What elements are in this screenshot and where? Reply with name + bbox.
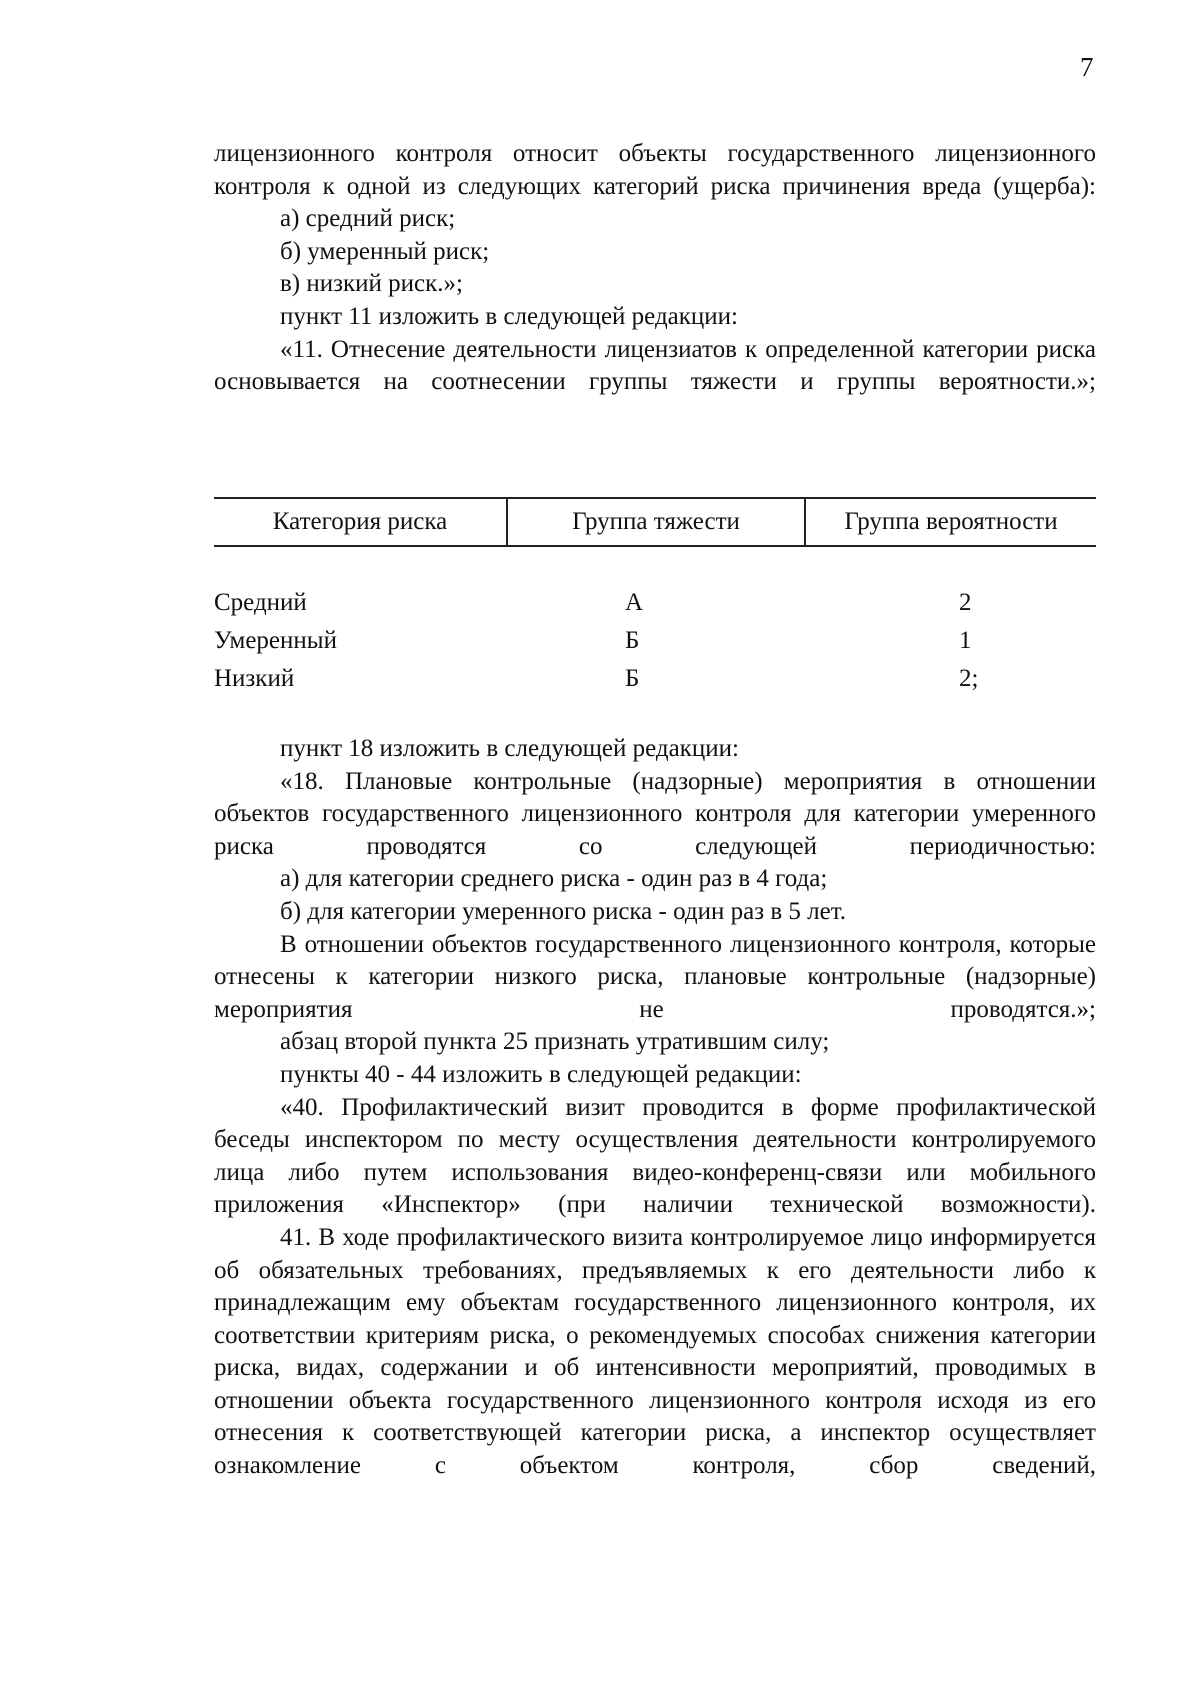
paragraph: лицензионного контроля относит объекты государственного лицензионного контроля к одной из следующих категорий риска причинения вреда (ущерба): (214, 140, 1096, 200)
paragraph: «11. Отнесение деятельности лицензиатов к определенной категории риска основывается на соотнесении группы тяжести и группы вероятности.»; (214, 335, 1096, 396)
risk-category-cell: Умеренный (214, 627, 337, 654)
risk-category-cell: Низкий (214, 665, 295, 692)
table-row (214, 546, 1096, 622)
list-item-low-risk: в) низкий риск.»; (280, 270, 463, 298)
paragraph: пункт 18 изложить в следующей редакции: (280, 735, 739, 762)
paragraph: пункты 40 - 44 изложить в следующей редакции: (280, 1060, 802, 1088)
header-probability-group: Группа вероятности (805, 498, 1096, 546)
header-risk-category: Категория риска (214, 498, 507, 546)
list-item: б) для категории умеренного риска - один раз в 5 лет. (280, 897, 847, 925)
paragraph: В отношении объектов государственного лицензионного контроля, которые отнесены к категории низкого риска, плановые контрольные (надзорные) мероприятия не проводятся.»; (214, 930, 1096, 1023)
list-item: а) для категории среднего риска - один раз в 4 года; (280, 865, 828, 893)
paragraph: абзац второй пункта 25 признать утратившим силу; (280, 1028, 830, 1056)
paragraph: «18. Плановые контрольные (надзорные) мероприятия в отношении объектов государственного лицензионного контроля для категории умеренного риска проводятся со следующей периодичностью: (214, 767, 1096, 860)
probability-cell: 2; (959, 665, 979, 692)
table-row (214, 622, 1096, 660)
page-number: 7 (1080, 52, 1094, 82)
probability-cell: 2 (959, 589, 972, 616)
header-severity-group: Группа тяжести (507, 498, 805, 546)
severity-cell: А (625, 589, 644, 616)
probability-cell: 1 (959, 627, 972, 654)
paragraph: «40. Профилактический визит проводится в форме профилактической беседы инспектором по месту осуществления деятельности контролируемого лица либо путем использования видео-конференц-связи или мобильного приложения «Инспектор» (при наличии технической возможности). (214, 1093, 1096, 1219)
table-header-row (214, 498, 1096, 546)
top-text-block (214, 138, 1096, 399)
list-item-medium-risk: а) средний риск; (280, 205, 456, 233)
list-item-moderate-risk: б) умеренный риск; (280, 237, 490, 265)
risk-category-cell: Средний (214, 589, 307, 616)
bottom-text-block (214, 733, 1096, 1483)
risk-category-table (214, 497, 1096, 698)
severity-cell: Б (625, 627, 640, 654)
severity-cell: Б (625, 665, 640, 692)
paragraph: пункт 11 изложить в следующей редакции: (280, 302, 738, 330)
table-row (214, 660, 1096, 698)
paragraph: 41. В ходе профилактического визита контролируемое лицо информируется об обязательных требованиях, предъявляемых к его деятельности либо к принадлежащим ему объектам государственного лицензионного контроля, их соответствии критериям риска, о рекомендуемых способах снижения категории риска, видах, содержании и об интенсивности мероприятий, проводимых в отношении объекта государственного лицензионного контроля исходя из его отнесения к соответствующей категории риска, а инспектор осуществляет ознакомление с объектом контроля, сбор сведений, (214, 1223, 1096, 1480)
